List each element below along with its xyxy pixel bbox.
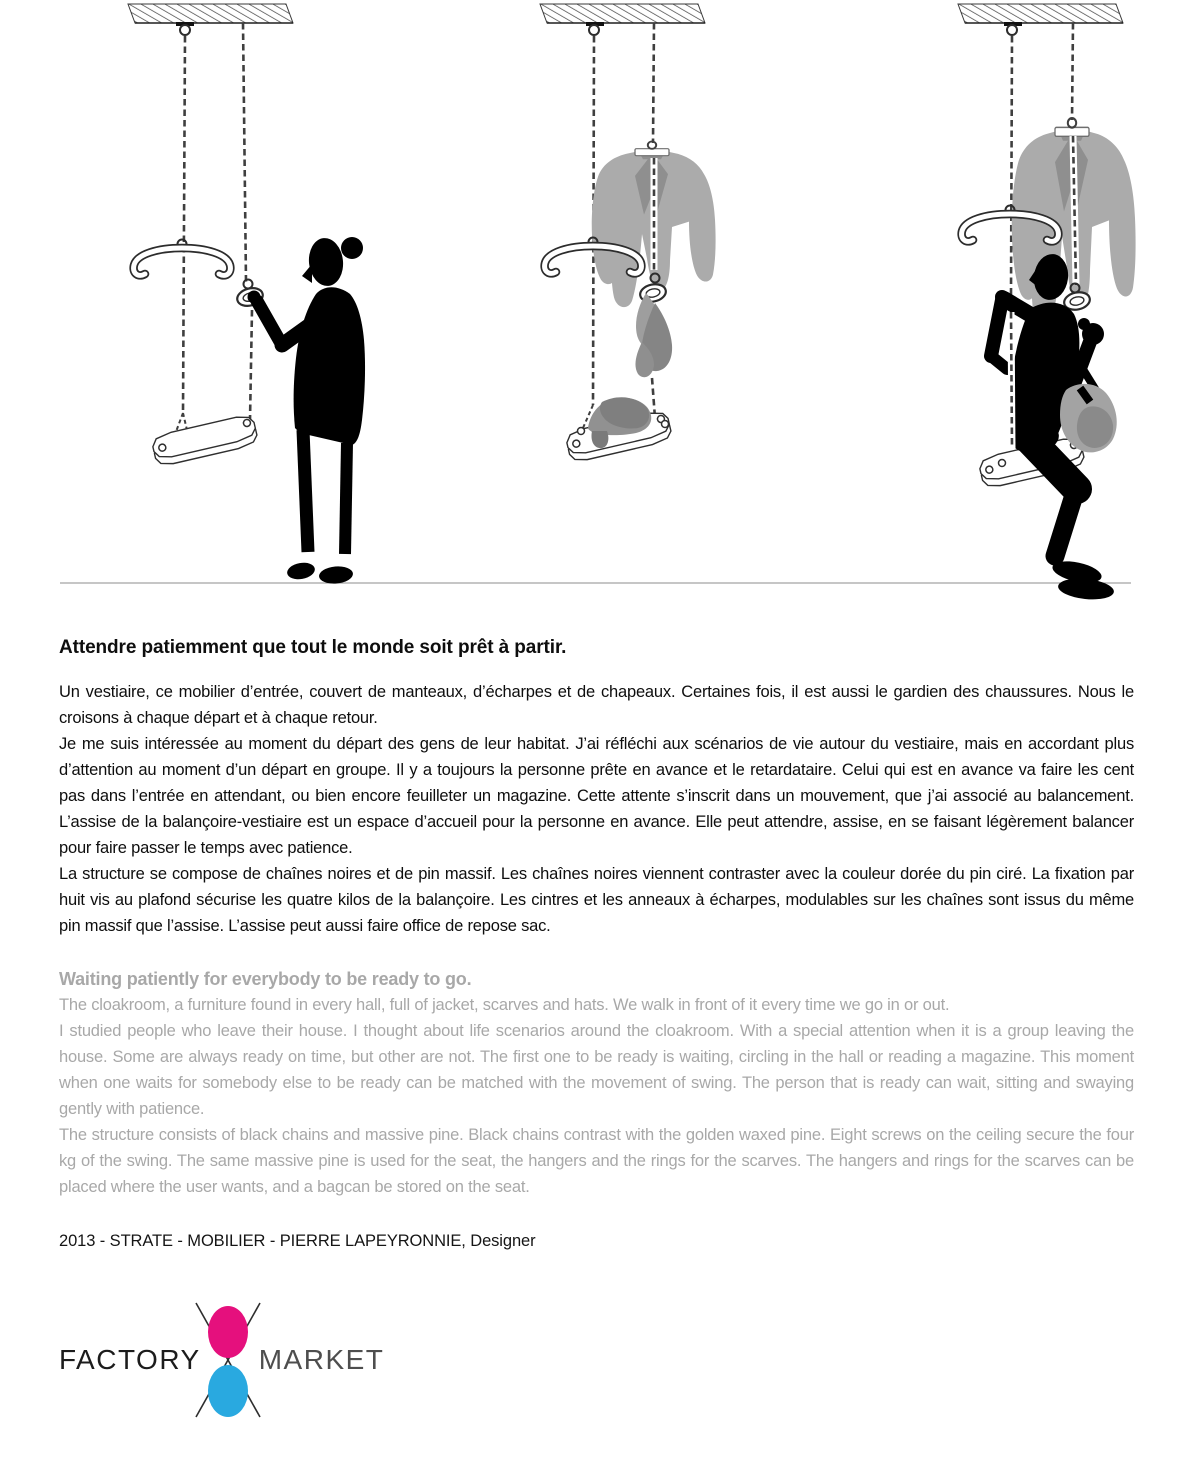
english-description <box>59 966 1134 1200</box>
scene-standing-person <box>128 4 365 585</box>
french-paragraph: Je me suis intéressée au moment du départ des gens de leur habitat. J’ai réfléchi aux scénarios de vie autour du vestiaire, mais en accordant plus d’attention au moment d’un départ en groupe. Il y a toujours la personne prête en avance et le retardataire. Celui qui est en avance va faire les cent pas dans l’entrée en attendant, ou bien encore feuilleter un magazine. Cette attente s’inscrit dans un mouvement, que j’ai associé au balancement. L’assise de la balançoire-vestiaire est un espace d’accueil pour la personne en avance. Elle peut attendre, assise, en se faisant légèrement balancer pour faire passer le temps avec patience. <box>59 735 1134 857</box>
page-title: Attendre patiemment que tout le monde soit prêt à partir. <box>59 637 567 658</box>
english-paragraph: The cloakroom, a furniture found in every hall, full of jacket, scarves and hats. We walk in front of it every time we go in or out. <box>59 996 950 1014</box>
english-paragraph: I studied people who leave their house. I thought about life scenarios around the cloakroom. With a special attention when it is a group leaving the house. Some are always ready on time, but other are not. The first one to be ready is waiting, circling in the hall or reading a magazine. This moment when one waits for somebody else to be ready can be matched with the movement of swing. The person that is ready can wait, sitting and swaying gently with patience. <box>59 1022 1134 1118</box>
french-paragraph: Un vestiaire, ce mobilier d’entrée, couvert de manteaux, d’écharpes et de chapeaux. Certaines fois, il est aussi le gardien des chaussures. Nous le croisons à chaque départ et à chaque retour. <box>59 683 1134 727</box>
french-paragraph: La structure se compose de chaînes noires et de pin massif. Les chaînes noires viennent contraster avec la couleur dorée du pin ciré. La fixation par huit vis au plafond sécurise les quatre kilos de la balançoire. Les cintres et les anneaux à écharpes, modulables sur les chaînes sont issus du même pin massif que l’assise. L’assise peut aussi faire office de repose sac. <box>59 865 1134 935</box>
scene-jacket-scarf-bag <box>540 4 716 463</box>
logo-text-market: MARKET <box>258 1344 385 1375</box>
logo-x-mark-icon <box>189 1301 267 1419</box>
ceiling-mount <box>540 4 705 23</box>
logo-blue-dot <box>208 1365 248 1417</box>
ceiling-mount <box>128 4 293 23</box>
english-heading: Waiting patiently for everybody to be ready to go. <box>59 969 472 989</box>
credit-line: 2013 - STRATE - MOBILIER - PIERRE LAPEYRONNIE, Designer <box>59 1232 536 1250</box>
logo-pink-dot <box>208 1306 248 1358</box>
text-content <box>0 635 1191 1254</box>
chains <box>174 23 252 443</box>
wooden-hanger-icon <box>134 240 231 276</box>
logo-text-factory: FACTORY <box>59 1344 201 1375</box>
illustration-figure <box>0 0 1191 620</box>
french-description <box>59 679 1134 939</box>
scene-sitting-person <box>958 4 1136 602</box>
standing-person-silhouette <box>248 236 366 585</box>
ceiling-mount <box>958 4 1123 23</box>
scarf-illustration <box>635 293 672 377</box>
english-paragraph: The structure consists of black chains and massive pine. Black chains contrast with the golden waxed pine. Eight screws on the ceiling secure the four kg of the swing. The same massive pine is used for the seat, the hangers and the rings for the scarves. The hangers and rings for the scarves can be placed where the user wants, and a bagcan be stored on the seat. <box>59 1126 1134 1196</box>
swing-seat <box>151 414 259 468</box>
factory-market-logo <box>59 1300 1191 1420</box>
